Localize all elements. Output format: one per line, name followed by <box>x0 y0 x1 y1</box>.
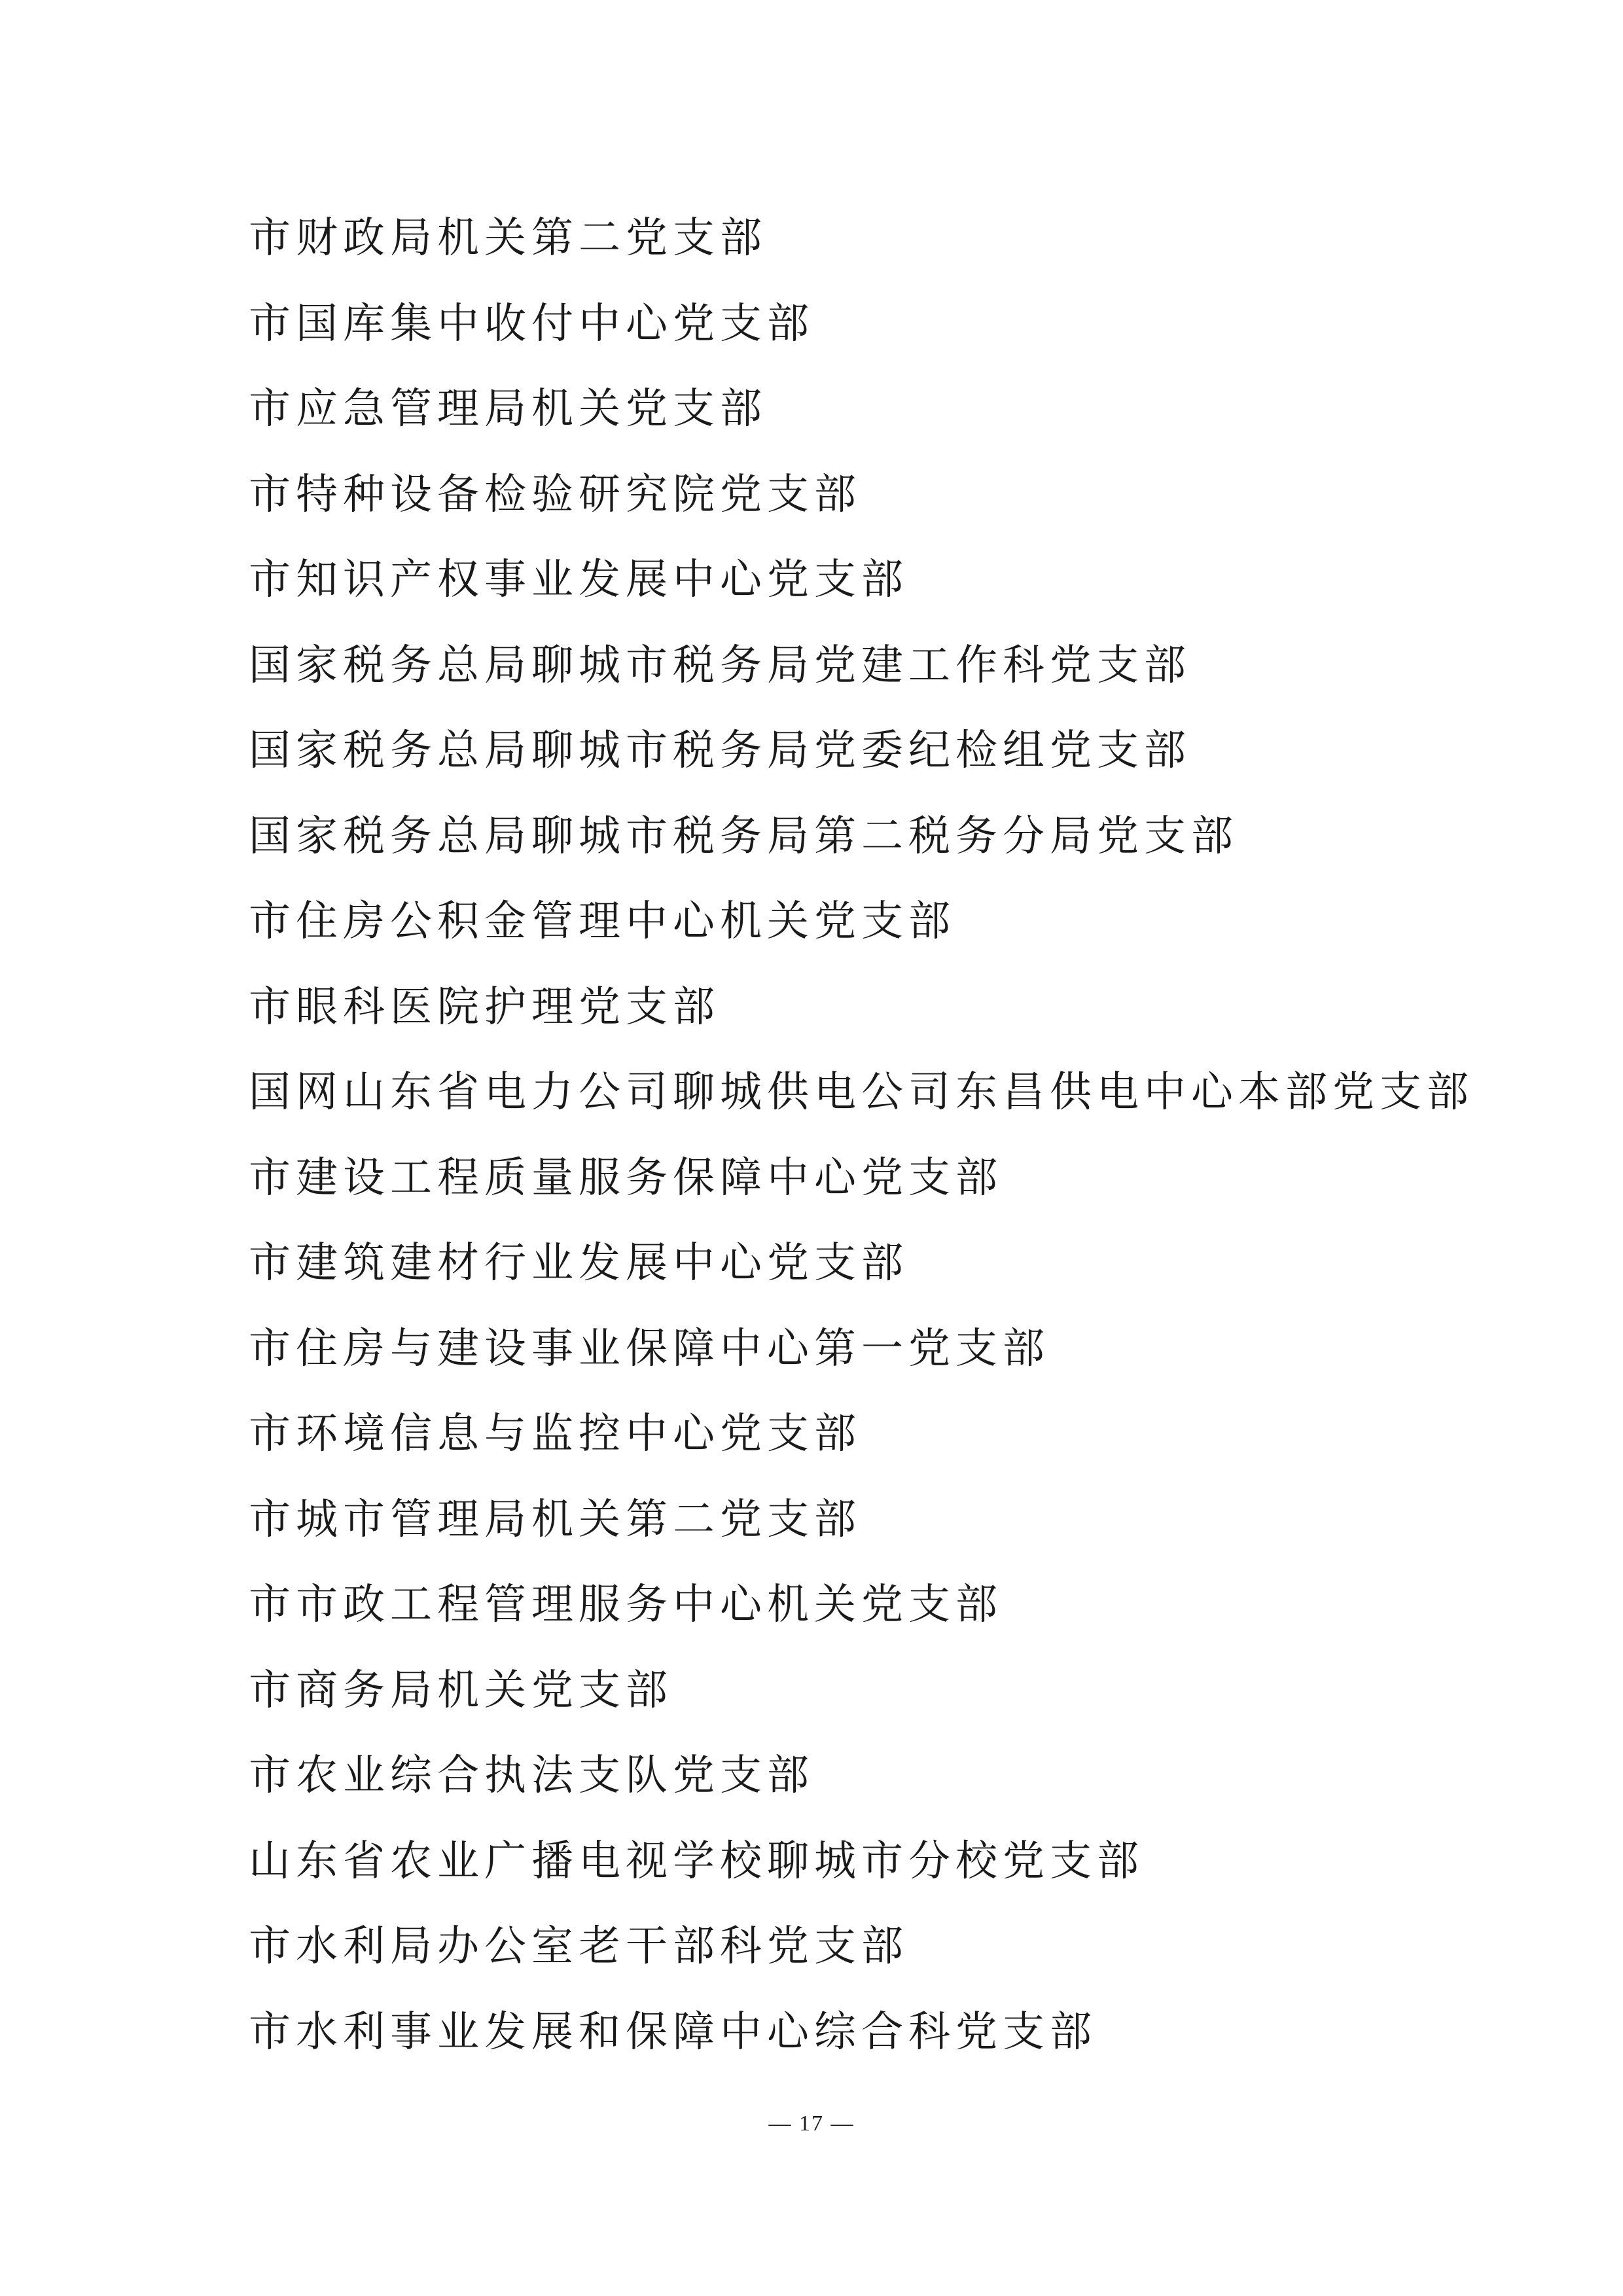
page-number: — 17 — <box>768 2111 855 2136</box>
list-item: 市建设工程质量服务保障中心党支部 <box>249 1153 1003 1202</box>
list-item: 市住房公积金管理中心机关党支部 <box>249 897 955 946</box>
list-item: 市眼科医院护理党支部 <box>249 982 720 1031</box>
list-item: 市农业综合执法支队党支部 <box>249 1751 814 1800</box>
list-item: 国网山东省电力公司聊城供电公司东昌供电中心本部党支部 <box>249 1068 1474 1117</box>
list-item: 市特种设备检验研究院党支部 <box>249 470 861 519</box>
list-item: 市商务局机关党支部 <box>249 1666 673 1715</box>
list-item: 国家税务总局聊城市税务局党建工作科党支部 <box>249 641 1191 690</box>
list-item: 市财政局机关第二党支部 <box>249 214 767 262</box>
list-item: 市水利事业发展和保障中心综合科党支部 <box>249 2007 1097 2056</box>
list-item: 市应急管理局机关党支部 <box>249 385 767 433</box>
party-branch-list <box>249 207 1492 2086</box>
list-item: 市国库集中收付中心党支部 <box>249 299 814 348</box>
list-item: 市环境信息与监控中心党支部 <box>249 1410 861 1458</box>
list-item: 市建筑建材行业发展中心党支部 <box>249 1239 908 1287</box>
list-item: 市住房与建设事业保障中心第一党支部 <box>249 1324 1050 1373</box>
list-item: 国家税务总局聊城市税务局党委纪检组党支部 <box>249 726 1191 775</box>
list-item: 市城市管理局机关第二党支部 <box>249 1495 861 1544</box>
list-item: 市市政工程管理服务中心机关党支部 <box>249 1581 1003 1629</box>
list-item: 国家税务总局聊城市税务局第二税务分局党支部 <box>249 812 1238 861</box>
list-item: 市水利局办公室老干部科党支部 <box>249 1922 908 1971</box>
list-item: 山东省农业广播电视学校聊城市分校党支部 <box>249 1837 1144 1886</box>
list-item: 市知识产权事业发展中心党支部 <box>249 556 908 604</box>
